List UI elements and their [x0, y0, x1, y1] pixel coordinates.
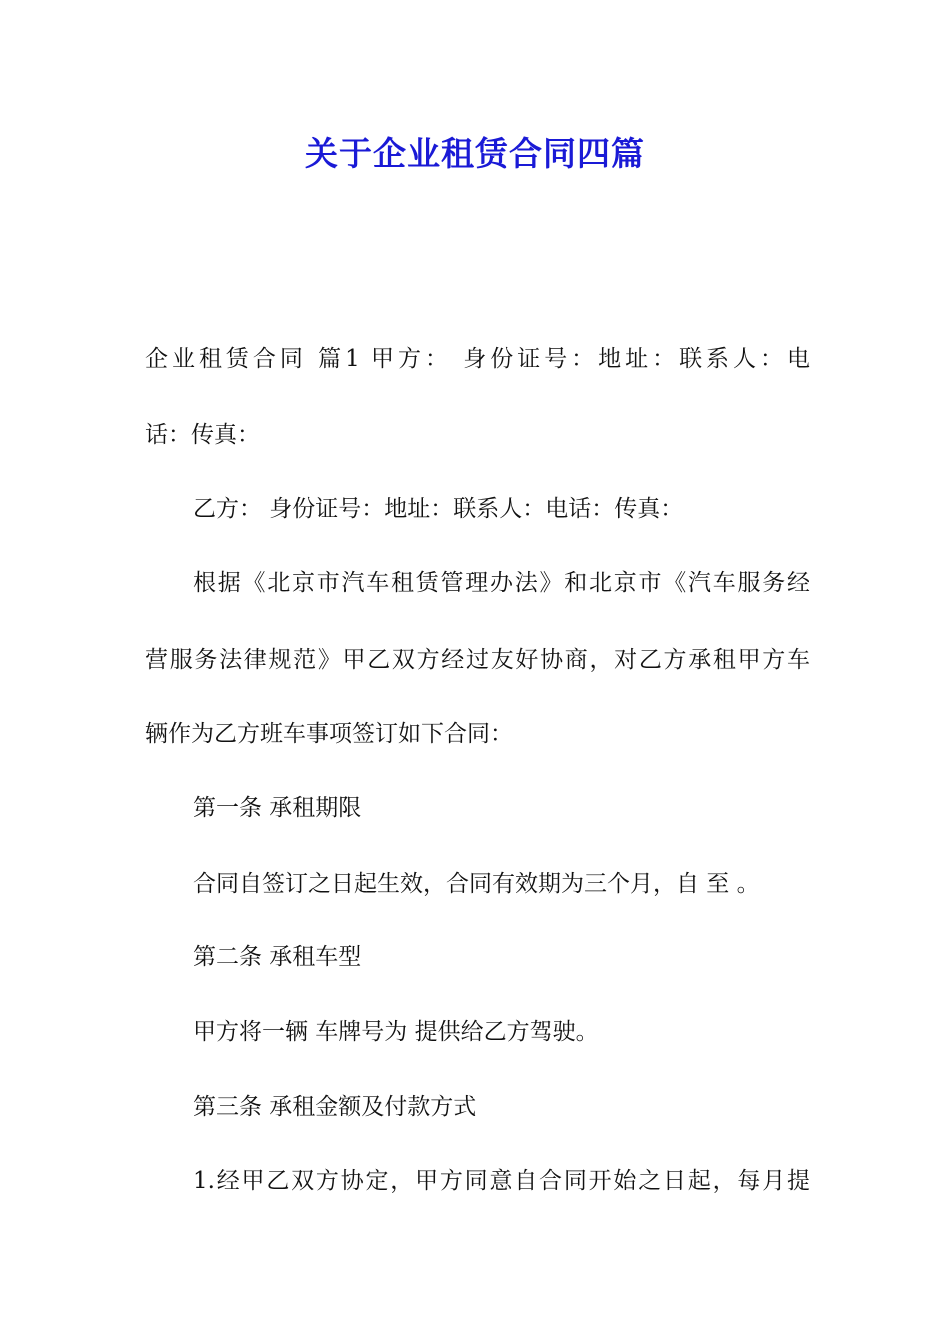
paragraph-line: 根据《北京市汽车租赁管理办法》和北京市《汽车服务经 — [193, 570, 810, 596]
paragraph-line: 话：传真： — [145, 422, 260, 448]
document-title: 关于企业租赁合同四篇 — [305, 134, 645, 173]
paragraph-line: 甲方将一辆 车牌号为 提供给乙方驾驶。 — [193, 1019, 599, 1045]
section-heading: 第三条 承租金额及付款方式 — [193, 1094, 477, 1120]
paragraph-line: 辆作为乙方班车事项签订如下合同： — [145, 721, 513, 747]
paragraph-line: 合同自签订之日起生效，合同有效期为三个月，自 至 。 — [193, 871, 760, 897]
paragraph-line: 营服务法律规范》甲乙双方经过友好协商，对乙方承租甲方车 — [145, 647, 810, 673]
paragraph-line: 乙方： 身份证号：地址：联系人：电话：传真： — [193, 496, 684, 522]
section-heading: 第一条 承租期限 — [193, 795, 362, 821]
paragraph-line: 1.经甲乙双方协定，甲方同意自合同开始之日起，每月提 — [193, 1168, 810, 1194]
section-heading: 第二条 承租车型 — [193, 944, 362, 970]
paragraph-line: 企业租赁合同 篇1 甲方： 身份证号：地址：联系人：电 — [145, 346, 810, 372]
